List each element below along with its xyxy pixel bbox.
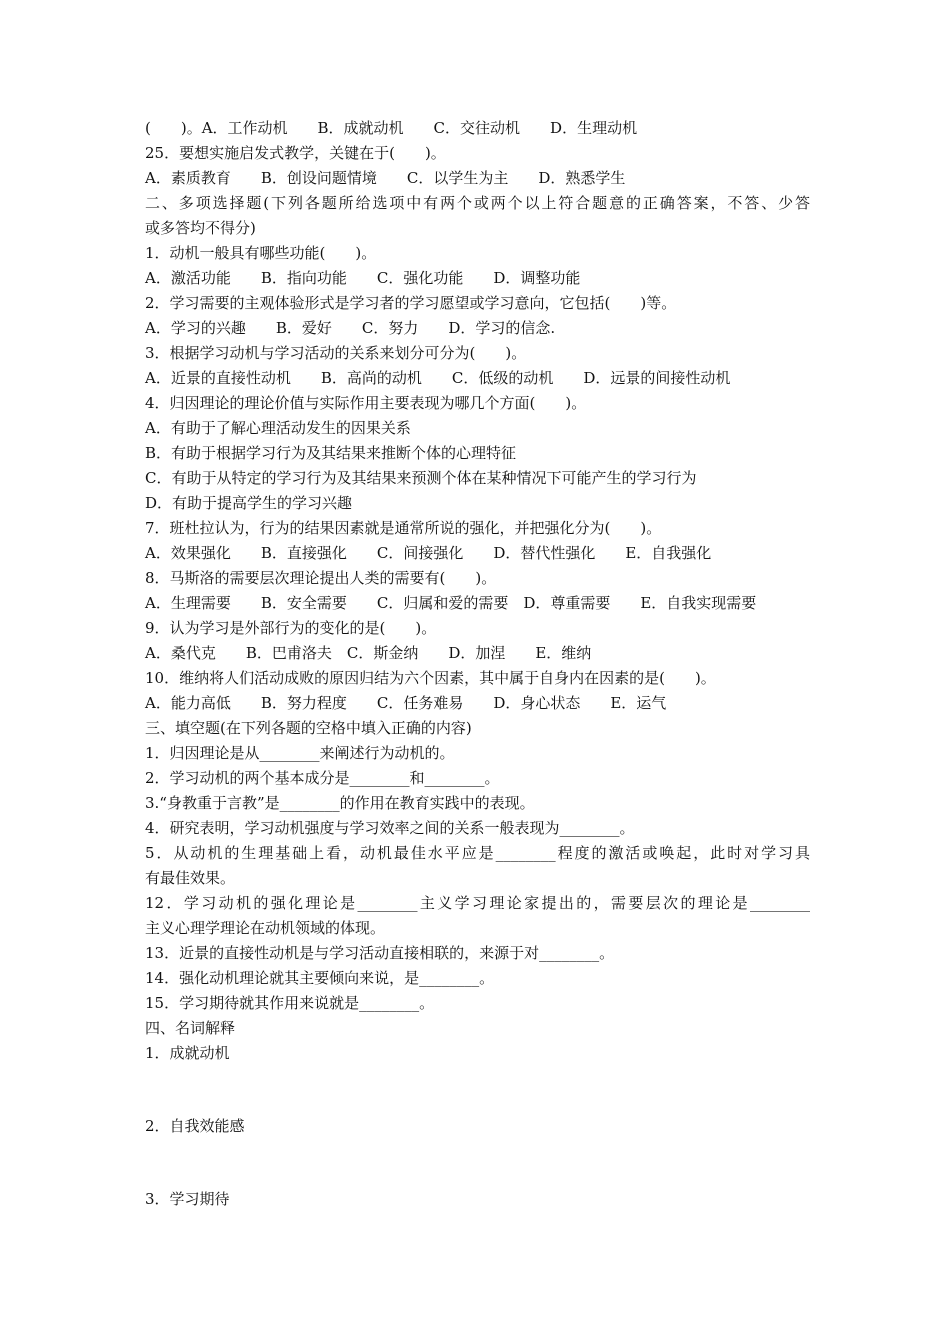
mc-question-4-option-b: B．有助于根据学习行为及其结果来推断个体的心理特征	[145, 444, 517, 462]
fill-question-5-cont: 有最佳效果。	[145, 869, 236, 887]
term-2: 2．自我效能感	[145, 1117, 245, 1135]
mc-question-2-options: A．学习的兴趣 B．爱好 C．努力 D．学习的信念.	[145, 319, 556, 337]
fill-question-12-cont: 主义心理学理论在动机领域的体现。	[145, 919, 386, 937]
fill-question-4: 4．研究表明，学习动机强度与学习效率之间的关系一般表现为________。	[145, 819, 635, 837]
mc-question-4: 4．归因理论的理论价值与实际作用主要表现为哪几个方面( )。	[145, 394, 587, 412]
fill-question-2: 2．学习动机的两个基本成分是________和________。	[145, 769, 500, 787]
mc-question-8: 8．马斯洛的需要层次理论提出人类的需要有( )。	[145, 569, 497, 587]
mc-question-4-option-a: A．有助于了解心理活动发生的因果关系	[145, 419, 411, 437]
question-24-options: ( )。A．工作动机 B．成就动机 C．交往动机 D．生理动机	[145, 119, 638, 137]
section-2-heading-cont: 或多答均不得分)	[145, 219, 256, 237]
mc-question-9-options: A．桑代克 B．巴甫洛夫 C．斯金纳 D．加涅 E．维纳	[145, 644, 592, 662]
section-2-heading: 二、多项选择题(下列各题所给选项中有两个或两个以上符合题意的正确答案，不答、少答	[145, 194, 810, 212]
question-25-options: A．素质教育 B．创设问题情境 C．以学生为主 D．熟悉学生	[145, 169, 626, 187]
mc-question-3: 3．根据学习动机与学习活动的关系来划分可分为( )。	[145, 344, 527, 362]
term-1: 1．成就动机	[145, 1044, 230, 1062]
fill-question-14: 14．强化动机理论就其主要倾向来说，是________。	[145, 969, 495, 987]
term-3: 3．学习期待	[145, 1190, 230, 1208]
fill-question-3: 3.“身教重于言教”是________的作用在教育实践中的表现。	[145, 794, 535, 812]
section-4-heading: 四、名词解释	[145, 1019, 236, 1037]
fill-question-1: 1．归因理论是从________来阐述行为动机的。	[145, 744, 455, 762]
fill-question-13: 13．近景的直接性动机是与学习活动直接相联的，来源于对________。	[145, 944, 615, 962]
fill-question-12: 12．学习动机的强化理论是________主义学习理论家提出的，需要层次的理论是________	[145, 894, 810, 912]
mc-question-1: 1．动机一般具有哪些功能( )。	[145, 244, 377, 262]
mc-question-8-options: A．生理需要 B．安全需要 C．归属和爱的需要 D．尊重需要 E．自我实现需要	[145, 594, 757, 612]
question-25-stem: 25．要想实施启发式教学，关键在于( )。	[145, 144, 446, 162]
fill-question-5: 5．从动机的生理基础上看，动机最佳水平应是________程度的激活或唤起，此时对学习具	[145, 844, 810, 862]
mc-question-1-options: A．激活功能 B．指向功能 C．强化功能 D．调整功能	[145, 269, 581, 287]
mc-question-10-options: A．能力高低 B．努力程度 C．任务难易 D．身心状态 E．运气	[145, 694, 667, 712]
mc-question-7: 7．班杜拉认为，行为的结果因素就是通常所说的强化，并把强化分为( )。	[145, 519, 662, 537]
mc-question-10: 10．维纳将人们活动成败的原因归结为六个因素，其中属于自身内在因素的是( )。	[145, 669, 716, 687]
mc-question-7-options: A．效果强化 B．直接强化 C．间接强化 D．替代性强化 E．自我强化	[145, 544, 712, 562]
mc-question-3-options: A．近景的直接性动机 B．高尚的动机 C．低级的动机 D．远景的间接性动机	[145, 369, 731, 387]
fill-question-15: 15．学习期待就其作用来说就是________。	[145, 994, 435, 1012]
mc-question-4-option-c: C．有助于从特定的学习行为及其结果来预测个体在某种情况下可能产生的学习行为	[145, 469, 697, 487]
section-3-heading: 三、填空题(在下列各题的空格中填入正确的内容)	[145, 719, 472, 737]
mc-question-2: 2．学习需要的主观体验形式是学习者的学习愿望或学习意向，它包括( )等。	[145, 294, 677, 312]
mc-question-4-option-d: D．有助于提高学生的学习兴趣	[145, 494, 353, 512]
mc-question-9: 9．认为学习是外部行为的变化的是( )。	[145, 619, 437, 637]
